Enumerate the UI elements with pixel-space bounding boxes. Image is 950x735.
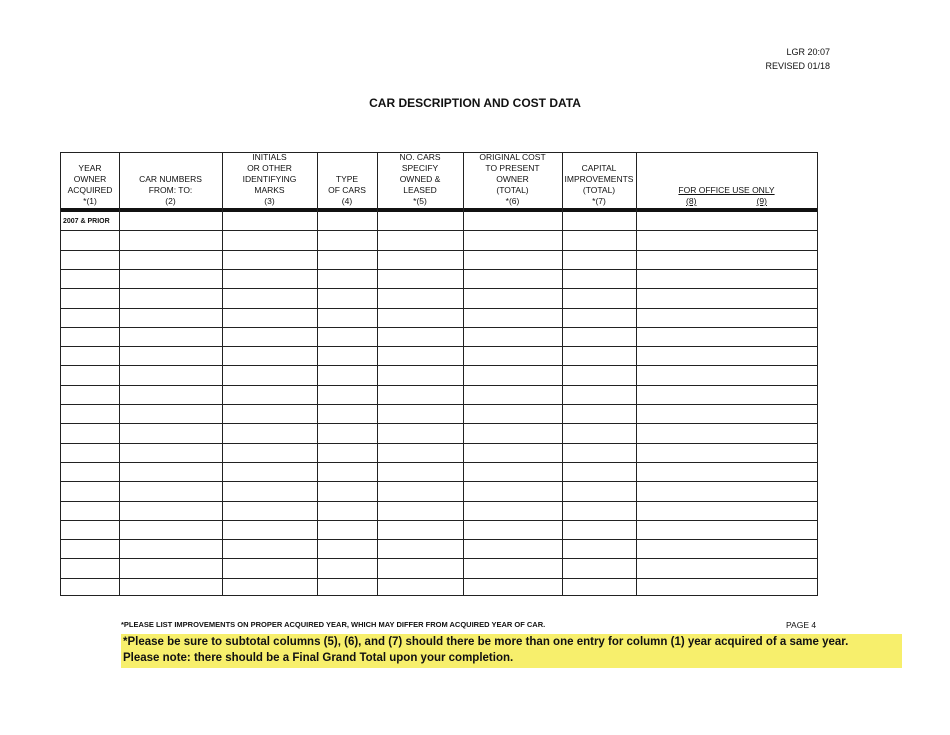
- column-header-text: OWNER: [73, 174, 107, 184]
- column-header-text: OWNER: [496, 174, 529, 184]
- column-header-4: [317, 153, 377, 208]
- office-use-label: FOR OFFICE USE ONLY: [678, 185, 775, 195]
- column-divider: [377, 153, 378, 595]
- column-divider: [636, 153, 637, 595]
- row-divider: [61, 230, 817, 231]
- column-header-1: [61, 153, 119, 208]
- row-divider: [61, 501, 817, 502]
- column-header-text: (4): [341, 196, 353, 206]
- column-divider: [562, 153, 563, 595]
- column-header-text: *(6): [505, 196, 520, 206]
- column-header-text: (3): [264, 196, 275, 206]
- column-header-text: ORIGINAL COST: [479, 152, 546, 162]
- column-header-text: MARKS: [254, 185, 285, 195]
- row-divider: [61, 346, 817, 347]
- column-header-text: OF CARS: [328, 185, 366, 195]
- office-use-header: [636, 153, 817, 208]
- column-header-text: TYPE: [335, 174, 359, 184]
- column-header-3: [222, 153, 317, 208]
- column-header-text: IDENTIFYING: [242, 174, 297, 184]
- instruction-highlight: [121, 634, 902, 668]
- column-header-text: NO. CARS: [399, 152, 441, 162]
- column-header-text: *(5): [413, 196, 427, 206]
- revision-date: REVISED 01/18: [765, 61, 830, 71]
- row-divider: [61, 385, 817, 386]
- row-divider: [61, 288, 817, 289]
- row-divider: [61, 481, 817, 482]
- column-header-5: [377, 153, 463, 208]
- form-number: LGR 20:07: [786, 47, 830, 57]
- form-code: [760, 45, 830, 73]
- column-divider: [119, 153, 120, 595]
- col8-label: (8): [686, 196, 697, 206]
- row-divider: [61, 520, 817, 521]
- row-divider: [61, 443, 817, 444]
- column-header-text: LEASED: [403, 185, 437, 195]
- column-header-text: IMPROVEMENTS: [564, 174, 634, 184]
- instruction-line-1: *Please be sure to subtotal columns (5), (6), and (7) should there be more than one entry for column (1) year acquired of a same year.: [123, 636, 849, 648]
- row-divider: [61, 365, 817, 366]
- column-header-text: ACQUIRED: [67, 185, 113, 195]
- row-divider: [61, 462, 817, 463]
- column-divider: [222, 153, 223, 595]
- column-header-6: [463, 153, 562, 208]
- column-header-text: SPECIFY: [401, 163, 439, 173]
- col9-label: (9): [756, 196, 767, 206]
- column-header-text: OWNED &: [399, 174, 441, 184]
- column-header-text: *(7): [592, 196, 606, 206]
- column-header-text: CAR NUMBERS: [139, 174, 202, 184]
- row-divider: [61, 423, 817, 424]
- improvements-footnote: *PLEASE LIST IMPROVEMENTS ON PROPER ACQUIRED YEAR, WHICH MAY DIFFER FROM ACQUIRED YEAR OF CAR.: [121, 620, 546, 629]
- column-header-text: (2): [165, 196, 176, 206]
- column-header-text: FROM: TO:: [148, 185, 193, 195]
- row-divider: [61, 269, 817, 270]
- instruction-line-2: Please note: there should be a Final Grand Total upon your completion.: [123, 652, 514, 664]
- cost-data-table: [60, 152, 818, 596]
- row-divider: [61, 558, 817, 559]
- row-divider: [61, 250, 817, 251]
- first-row-label: 2007 & PRIOR: [63, 218, 110, 225]
- column-divider: [463, 153, 464, 595]
- header-divider: [61, 208, 817, 212]
- page-number: PAGE 4: [786, 620, 817, 630]
- column-header-text: *(1): [83, 196, 97, 206]
- row-divider: [61, 404, 817, 405]
- column-header-text: (TOTAL): [582, 185, 616, 195]
- column-divider: [317, 153, 318, 595]
- row-divider: [61, 308, 817, 309]
- page-title: CAR DESCRIPTION AND COST DATA: [369, 96, 581, 110]
- column-header-text: CAPITAL: [581, 163, 617, 173]
- column-header-text: INITIALS: [252, 152, 287, 162]
- column-header-7: [562, 153, 636, 208]
- column-header-text: TO PRESENT: [485, 163, 540, 173]
- column-header-text: YEAR: [78, 163, 102, 173]
- column-header-2: [119, 153, 222, 208]
- row-divider: [61, 578, 817, 579]
- column-header-text: (TOTAL): [496, 185, 529, 195]
- row-divider: [61, 327, 817, 328]
- column-header-text: OR OTHER: [247, 163, 292, 173]
- row-divider: [61, 539, 817, 540]
